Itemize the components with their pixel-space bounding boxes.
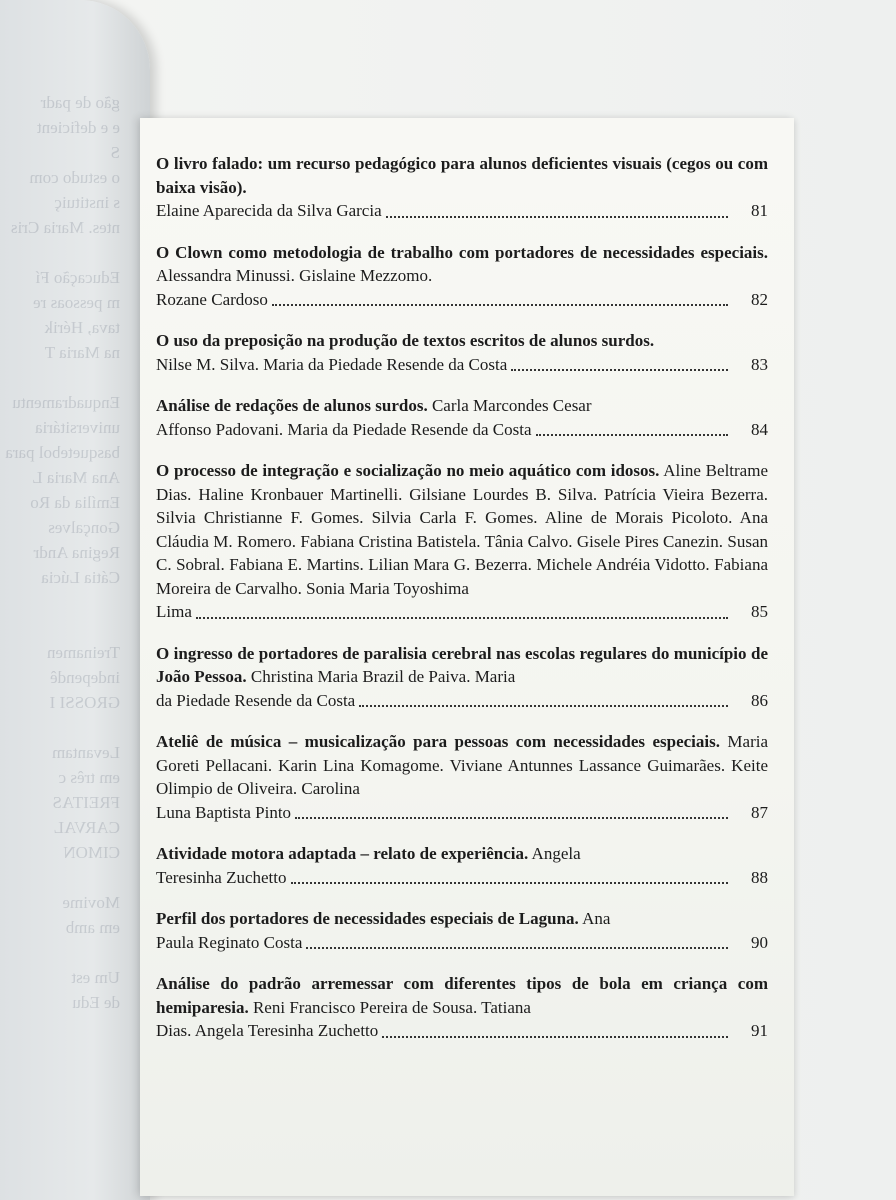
page-number: 85 <box>751 602 768 621</box>
dot-leader <box>291 882 728 884</box>
entry-last-line <box>156 199 768 223</box>
page-number: 82 <box>751 289 768 309</box>
entry-authors-last: da Piedade Resende da Costa <box>156 690 356 710</box>
dot-leader <box>295 817 728 819</box>
entry-title: O uso da preposição na produção de textos escritos de alunos surdos. <box>156 331 655 350</box>
page-number: 86 <box>751 690 768 710</box>
dot-leader <box>382 1036 728 1038</box>
entry-last-line <box>156 931 768 955</box>
entry-title: O livro falado: um recurso pedagógico para alunos deficientes visuais (cegos ou com baixa visão). <box>156 154 768 197</box>
entry-last-line <box>156 1019 768 1043</box>
entry-text <box>156 642 768 689</box>
entry-text <box>156 394 768 418</box>
entry-text <box>156 907 768 931</box>
entry-authors-last: Lima <box>156 602 192 621</box>
entry-title: Análise de redações de alunos surdos. <box>156 396 428 415</box>
dot-leader <box>359 705 728 707</box>
entry-authors-last: Nilse M. Silva. Maria da Piedade Resende da Costa <box>156 354 508 374</box>
entry-last-line <box>156 353 768 377</box>
entry-authors: Christina Maria Brazil de Paiva. Maria <box>250 667 516 686</box>
toc-entry[interactable] <box>156 152 768 223</box>
dot-leader <box>306 947 728 949</box>
entry-authors: Aline Beltrame Dias. Haline Kronbauer Martinelli. Gilsiane Lourdes B. Silva. Patrícia Vieira Bezerra. Silvia Christianne F. Gomes. Silvia Carla F. Gomes. Aline de Morais Picoloto. Ana Cláudia M. Romero. Fabiana Cristina Batistela. Tânia Calvo. Gisele Pires Canezin. Susan C. Sobral. Fabiana E. Martins. Lilian Mara G. Bezerra. Michele Andréia Vidotto. Fabiana Moreira de Carvalho. Sonia Maria Toyoshima <box>156 461 768 598</box>
page-number: 90 <box>751 932 768 952</box>
toc-entry[interactable] <box>156 842 768 889</box>
entry-text <box>156 329 768 353</box>
toc-entry[interactable] <box>156 730 768 824</box>
entry-text <box>156 842 768 866</box>
entry-title: O ingresso de portadores de paralisia cerebral nas escolas regulares do município de João Pessoa. <box>156 643 768 686</box>
entry-last-line <box>156 866 768 890</box>
table-of-contents-page <box>140 118 794 1196</box>
entry-authors: Ana <box>582 909 611 928</box>
entry-last-line <box>156 801 768 825</box>
entry-title: Atividade motora adaptada – relato de experiência. <box>156 844 529 863</box>
entry-authors-last: Rozane Cardoso <box>156 289 268 309</box>
entry-last-line <box>156 418 768 442</box>
bleed-through-text: gão de padr e e deficient S o estudo com s instituiç ntes. Maria Cris Educação Fí m pessoas re tava, Hérik na Maria T Enquadramentu universitária basquetebol para Ana Maria L Emília da Ro Gonçalves Regina Andr Cátia Lúcia Treinamen independê GROSSI I Levantam em três c FREITAS CARVAL CIMON Movime em amb Um est de Edu <box>5 93 120 1012</box>
page-number: 83 <box>751 354 768 374</box>
entry-authors-last: Elaine Aparecida da Silva Garcia <box>156 201 382 220</box>
entry-text <box>156 730 768 801</box>
left-facing-page <box>0 0 150 1200</box>
entry-authors: Reni Francisco Pereira de Sousa. Tatiana <box>252 997 531 1017</box>
dot-leader <box>386 216 728 218</box>
entry-authors: Carla Marcondes Cesar <box>431 396 592 415</box>
entry-authors-last: Paula Reginato Costa <box>156 932 303 952</box>
entry-authors: Alessandra Minussi. Gislaine Mezzomo. <box>156 266 433 285</box>
page-number: 81 <box>751 201 768 220</box>
toc-entry[interactable] <box>156 329 768 376</box>
entry-authors-last: Dias. Angela Teresinha Zuchetto <box>156 1021 379 1040</box>
entry-text <box>156 459 768 600</box>
entry-title: O processo de integração e socialização no meio aquático com idosos. <box>156 461 660 480</box>
entry-authors-last: Teresinha Zuchetto <box>156 867 287 887</box>
entry-title: Perfil dos portadores de necessidades especiais de Laguna. <box>156 909 579 928</box>
toc-entry[interactable] <box>156 394 768 441</box>
page-number: 91 <box>751 1021 768 1040</box>
toc-entry[interactable] <box>156 642 768 713</box>
entry-last-line <box>156 288 768 312</box>
entry-text <box>156 972 768 1019</box>
entry-authors: Angela <box>531 844 581 863</box>
entry-title: Análise do padrão arremessar com diferentes tipos de bola em criança com hemiparesia. <box>156 974 768 1017</box>
page-number: 84 <box>751 419 768 439</box>
dot-leader <box>272 304 728 306</box>
toc-entry[interactable] <box>156 907 768 954</box>
dot-leader <box>511 369 728 371</box>
entry-last-line <box>156 600 768 624</box>
dot-leader <box>536 434 729 436</box>
dot-leader <box>196 617 728 619</box>
entry-text <box>156 152 768 199</box>
entry-title: Ateliê de música – musicalização para pessoas com necessidades especiais. <box>156 732 720 751</box>
toc-entries <box>156 152 768 1061</box>
toc-entry[interactable] <box>156 241 768 312</box>
entry-authors: Maria Goreti Pellacani. Karin Lina Komagome. Viviane Antunnes Lassance Guimarães. Keite Olimpio de Oliveira. Carolina <box>156 732 768 798</box>
entry-last-line <box>156 689 768 713</box>
entry-title: O Clown como metodologia de trabalho com portadores de necessidades especiais. <box>156 242 768 262</box>
toc-entry[interactable] <box>156 459 768 624</box>
toc-entry[interactable] <box>156 972 768 1043</box>
entry-authors-last: Affonso Padovani. Maria da Piedade Resende da Costa <box>156 419 532 439</box>
entry-authors-last: Luna Baptista Pinto <box>156 802 292 822</box>
entry-text <box>156 241 768 288</box>
page-number: 88 <box>751 867 768 887</box>
page-number: 87 <box>751 802 768 822</box>
